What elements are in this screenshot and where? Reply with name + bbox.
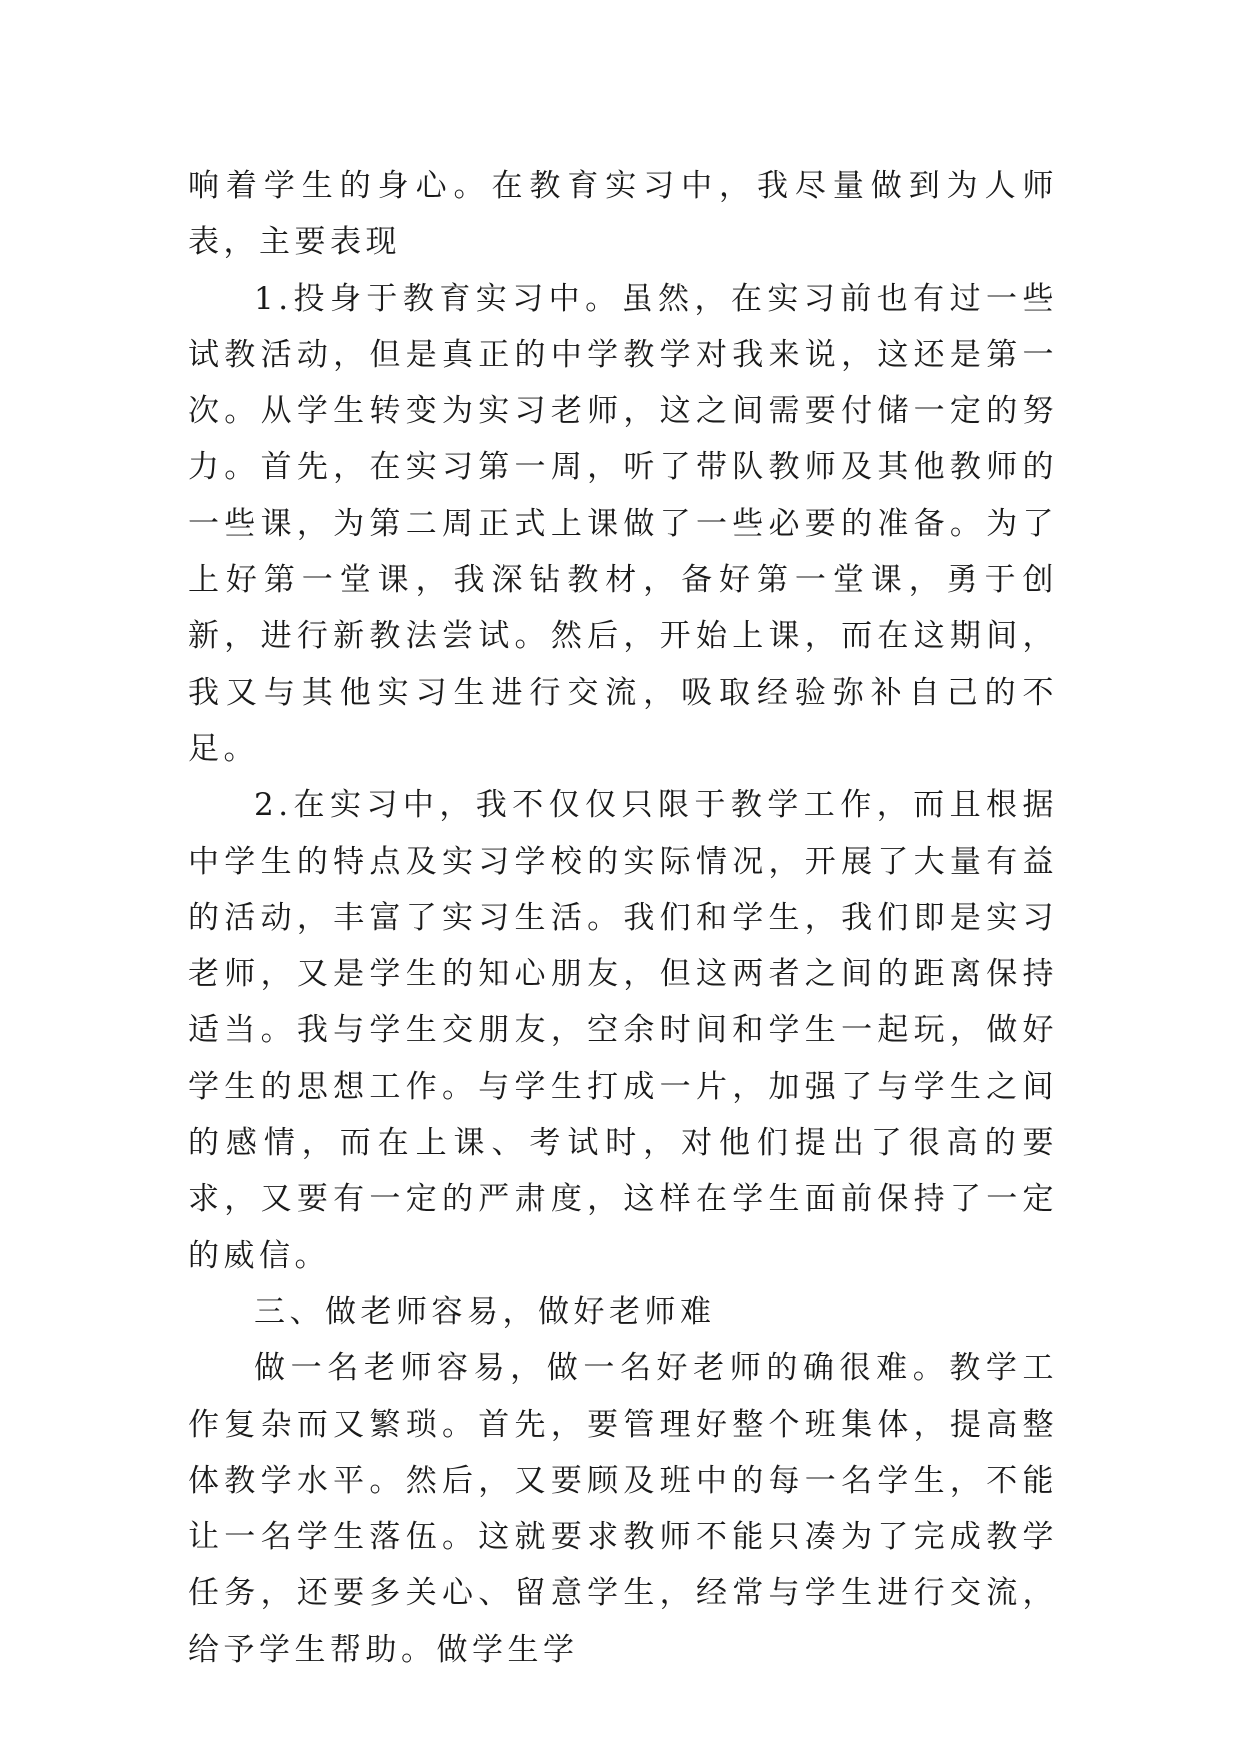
document-body bbox=[188, 158, 1058, 1678]
paragraph-point-2: 2.在实习中，我不仅仅只限于教学工作，而且根据中学生的特点及实习学校的实际情况，开展了大量有益的活动，丰富了实习生活。我们和学生，我们即是实习老师，又是学生的知心朋友，但这两者之间的距离保持适当。我与学生交朋友，空余时间和学生一起玩，做好学生的思想工作。与学生打成一片，加强了与学生之间的感情，而在上课、考试时，对他们提出了很高的要求，又要有一定的严肃度，这样在学生面前保持了一定的威信。 bbox=[188, 787, 1058, 1274]
paragraph-intro: 响着学生的身心。在教育实习中，我尽量做到为人师表，主要表现 bbox=[188, 168, 1058, 261]
paragraph-section-3: 做一名老师容易，做一名好老师的确很难。教学工作复杂而又繁琐。首先，要管理好整个班集体，提高整体教学水平。然后，又要顾及班中的每一名学生，不能让一名学生落伍。这就要求教师不能只凑为了完成教学任务，还要多关心、留意学生，经常与学生进行交流，给予学生帮助。做学生学 bbox=[188, 1350, 1058, 1668]
section-heading-3: 三、做老师容易，做好老师难 bbox=[254, 1293, 716, 1330]
paragraph-point-1: 1.投身于教育实习中。虽然，在实习前也有过一些试教活动，但是真正的中学教学对我来说，这还是第一次。从学生转变为实习老师，这之间需要付储一定的努力。首先，在实习第一周，听了带队教师及其他教师的一些课，为第二周正式上课做了一些必要的准备。为了上好第一堂课，我深钻教材，备好第一堂课，勇于创新，进行新教法尝试。然后，开始上课，而在这期间，我又与其他实习生进行交流，吸取经验弥补自己的不足。 bbox=[188, 280, 1058, 767]
